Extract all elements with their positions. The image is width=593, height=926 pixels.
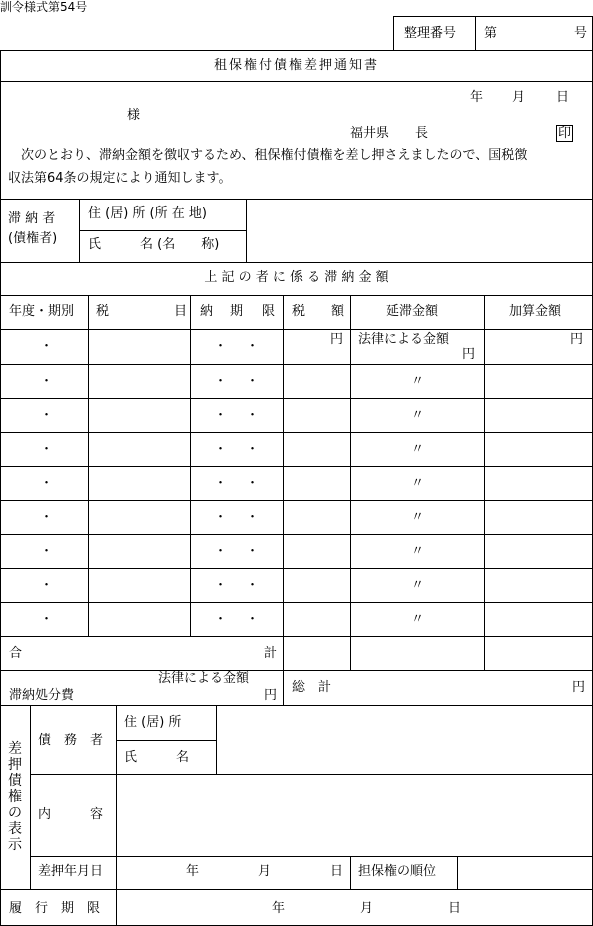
total-label-b: 計: [264, 646, 278, 661]
taxpayer-label: 滞 納 者: [8, 211, 56, 226]
row3-due-dot1: ・: [214, 408, 228, 423]
date-month: 月: [512, 90, 526, 105]
fee-label: 滞納処分費: [9, 688, 75, 703]
document-title: 租保権付債権差押通知書: [213, 58, 379, 73]
taxpayer-address-label: 住 (居) 所 (所 在 地): [88, 206, 207, 221]
grand-total-yen: 円: [572, 680, 586, 695]
row2-due-dot1: ・: [214, 374, 228, 389]
row6-period-dot: ・: [40, 510, 54, 525]
row5-period-dot: ・: [40, 476, 54, 491]
addressee-sama: 様: [127, 108, 141, 123]
row1-due-dot2: ・: [246, 339, 260, 354]
row7-period-dot: ・: [40, 544, 54, 559]
ref-dai: 第: [484, 26, 498, 41]
row5-due-dot2: ・: [246, 476, 260, 491]
col-tax-item-a: 税: [96, 304, 110, 319]
performance-month: 月: [360, 901, 374, 916]
row9-ditto: 〃: [411, 612, 425, 627]
row1-legal-amount: 法律による金額: [358, 332, 450, 347]
seized-debtor-label: 債 務 者: [38, 733, 104, 748]
fee-legal-amount: 法律による金額: [158, 671, 250, 686]
col-delinquent: 延滞金額: [386, 304, 439, 319]
row4-due-dot1: ・: [214, 442, 228, 457]
col-due-b: 期: [230, 304, 244, 319]
col-additional: 加算金額: [509, 304, 562, 319]
row9-due-dot2: ・: [246, 612, 260, 627]
seized-date-day: 日: [330, 864, 344, 879]
row2-due-dot2: ・: [246, 374, 260, 389]
row7-due-dot1: ・: [214, 544, 228, 559]
row2-ditto: 〃: [411, 374, 425, 389]
row9-period-dot: ・: [40, 612, 54, 627]
notice-text-line1: 次のとおり、滞納金額を徴収するため、租保権付債権を差し押さえましたので、国税徴: [8, 148, 528, 163]
date-day: 日: [556, 90, 570, 105]
row8-period-dot: ・: [40, 578, 54, 593]
row6-ditto: 〃: [411, 510, 425, 525]
seal-stamp: 印: [558, 126, 572, 141]
amount-heading: 上 記 の 者 に 係 る 滞 納 金 額: [204, 270, 389, 285]
row1-additional-yen: 円: [570, 332, 584, 347]
seized-name-label: 氏 名: [124, 750, 190, 765]
row8-due-dot2: ・: [246, 578, 260, 593]
total-label-a: 合: [9, 646, 23, 661]
row5-ditto: 〃: [411, 476, 425, 491]
seized-address-label: 住 (居) 所: [124, 715, 182, 730]
ref-go: 号: [574, 26, 588, 41]
row1-amount-yen: 円: [330, 332, 344, 347]
row8-ditto: 〃: [411, 578, 425, 593]
col-tax-item-b: 目: [174, 304, 188, 319]
row4-period-dot: ・: [40, 442, 54, 457]
row3-ditto: 〃: [411, 408, 425, 423]
row3-period-dot: ・: [40, 408, 54, 423]
row6-due-dot2: ・: [246, 510, 260, 525]
date-year: 年: [470, 90, 484, 105]
performance-day: 日: [448, 901, 462, 916]
seized-date-month: 月: [258, 864, 272, 879]
row5-due-dot1: ・: [214, 476, 228, 491]
row7-due-dot2: ・: [246, 544, 260, 559]
row7-ditto: 〃: [411, 544, 425, 559]
row6-due-dot1: ・: [214, 510, 228, 525]
row8-due-dot1: ・: [214, 578, 228, 593]
row9-due-dot1: ・: [214, 612, 228, 627]
row4-due-dot2: ・: [246, 442, 260, 457]
col-period: 年度・期別: [9, 304, 75, 319]
row4-ditto: 〃: [411, 442, 425, 457]
performance-year: 年: [272, 901, 286, 916]
grand-total-label: 総 計: [292, 680, 332, 695]
seized-side-label: 差押債権の表示: [8, 741, 22, 853]
sender-name: 福井県 長: [350, 126, 429, 141]
seized-date-label: 差押年月日: [38, 864, 104, 879]
notice-text-line2: 収法第64条の規定により通知します。: [8, 171, 232, 186]
form-label: 訓令様式第54号: [0, 0, 88, 14]
col-due-a: 納: [200, 304, 214, 319]
taxpayer-sublabel: (債権者): [8, 231, 58, 246]
row3-due-dot2: ・: [246, 408, 260, 423]
seized-rank-label: 担保権の順位: [358, 864, 437, 879]
row2-period-dot: ・: [40, 374, 54, 389]
seized-date-year: 年: [186, 864, 200, 879]
col-due-c: 限: [262, 304, 276, 319]
col-amount-a: 税: [292, 304, 306, 319]
row1-delinquent-yen: 円: [462, 347, 476, 362]
row1-due-dot1: ・: [214, 339, 228, 354]
fee-yen: 円: [264, 688, 278, 703]
seized-content-label: 内 容: [38, 807, 104, 822]
row1-period-dot: ・: [40, 339, 54, 354]
taxpayer-name-label: 氏 名 (名 称): [88, 237, 220, 252]
col-amount-b: 額: [331, 304, 345, 319]
performance-label: 履 行 期 限: [9, 901, 101, 916]
ref-number-label: 整理番号: [404, 26, 457, 41]
